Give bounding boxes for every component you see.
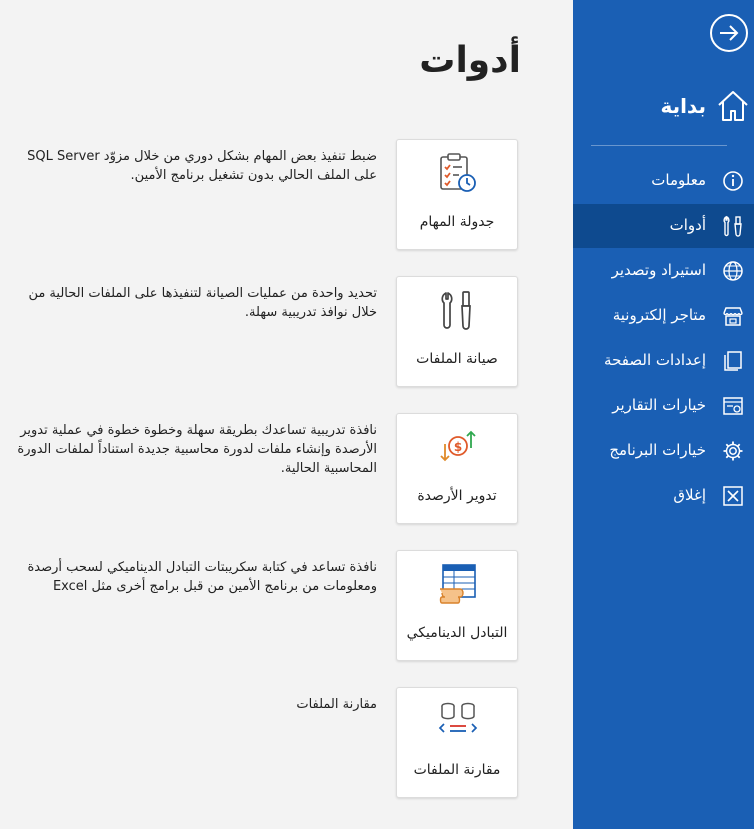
spreadsheet-scroll-icon: [438, 563, 478, 605]
file-comparison-button[interactable]: [396, 687, 518, 798]
sidebar-item-label: إعدادات الصفحة: [604, 351, 706, 369]
store-icon: [722, 305, 744, 327]
tool-row-file-maintenance: [0, 276, 573, 388]
sidebar-item-label: خيارات التقارير: [612, 396, 706, 414]
file-comparison-description: مقارنة الملفات: [296, 697, 377, 712]
tools-icon: [438, 289, 478, 331]
balance-rotation-label: تدوير الأرصدة: [417, 488, 497, 504]
dynamic-exchange-label: التبادل الديناميكي: [406, 625, 508, 641]
home-label: بداية: [660, 94, 706, 118]
tool-row-file-comparison: [0, 687, 573, 799]
tool-row-dynamic-exchange: [0, 550, 573, 662]
sidebar-item-label: أدوات: [669, 216, 706, 234]
report-settings-icon: [722, 395, 744, 417]
sidebar-item-label: خيارات البرنامج: [609, 441, 706, 459]
sidebar-item-tools[interactable]: [573, 204, 754, 248]
sidebar-item-report-options[interactable]: [573, 384, 754, 428]
file-maintenance-label: صيانة الملفات: [416, 351, 498, 367]
tools-icon: [722, 215, 744, 237]
dynamic-exchange-button[interactable]: [396, 550, 518, 661]
dynamic-exchange-description: نافذة تساعد في كتابة سكريبتات التبادل الديناميكي لسحب أرصدة ومعلومات من برنامج الأمين من قبل برامج أخرى مثل Excel: [27, 560, 377, 594]
sidebar-item-label: إغلاق: [673, 486, 706, 504]
balance-rotation-description: نافذة تدريبية تساعدك بطريقة سهلة وخطوة خطوة في عملية تدوير الأرصدة وإنشاء ملفات لدورة محاسبية جديدة استناداً لملفات الدورة المحاسبية الحالية.: [17, 423, 377, 476]
file-maintenance-button[interactable]: [396, 276, 518, 387]
task-scheduling-description: ضبط تنفيذ بعض المهام بشكل دوري من خلال مزوّد SQL Server على الملف الحالي بدون تشغيل برنامج الأمين.: [27, 149, 377, 183]
sidebar-item-program-options[interactable]: [573, 429, 754, 473]
clipboard-clock-icon: [438, 152, 478, 194]
info-icon: [722, 170, 744, 192]
gear-icon: [722, 440, 744, 462]
balance-rotation-button[interactable]: [396, 413, 518, 524]
database-compare-icon: [438, 700, 478, 742]
task-scheduling-label: جدولة المهام: [419, 214, 495, 230]
sidebar-item-online-stores[interactable]: [573, 294, 754, 338]
svg-text:$: $: [453, 440, 463, 454]
sidebar-item-close[interactable]: [573, 474, 754, 518]
task-scheduling-button[interactable]: [396, 139, 518, 250]
sidebar-item-label: متاجر إلكترونية: [612, 306, 706, 324]
currency-exchange-icon: [438, 426, 478, 468]
file-comparison-label: مقارنة الملفات: [413, 762, 501, 778]
tool-row-balance-rotation: [0, 413, 573, 525]
sidebar-item-page-setup[interactable]: [573, 339, 754, 383]
file-maintenance-description: تحديد واحدة من عمليات الصيانة لتنفيذها على الملفات الحالية من خلال نوافذ تدريبية سهلة.: [28, 286, 377, 320]
sidebar-item-info[interactable]: [573, 159, 754, 203]
home-icon: [716, 88, 750, 124]
sidebar-divider: [591, 145, 727, 146]
close-icon: [722, 485, 744, 507]
pages-icon: [722, 350, 744, 372]
globe-sync-icon: [722, 260, 744, 282]
page-title: أدوات: [419, 40, 521, 81]
backstage-sidebar: [573, 0, 754, 829]
tool-row-task-scheduling: [0, 139, 573, 251]
sidebar-item-label: استيراد وتصدير: [611, 261, 706, 279]
back-arrow-icon[interactable]: [708, 12, 750, 54]
sidebar-item-label: معلومات: [651, 171, 706, 189]
sidebar-item-home[interactable]: [573, 88, 754, 128]
sidebar-item-import-export[interactable]: [573, 249, 754, 293]
